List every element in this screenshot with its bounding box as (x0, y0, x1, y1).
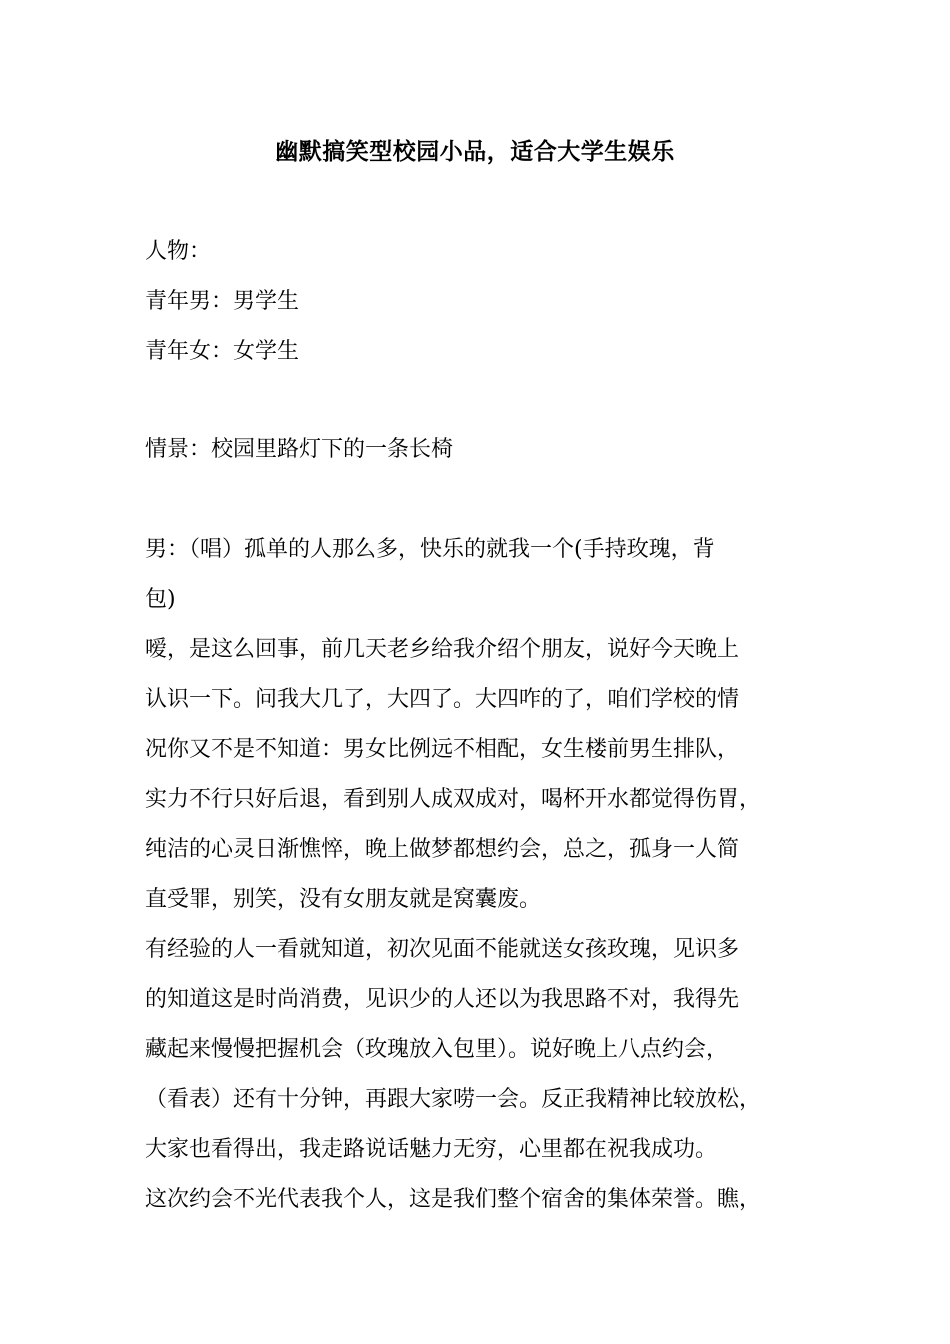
dialogue-line: 男：（唱）孤单的人那么多，快乐的就我一个(手持玫瑰，背 (145, 537, 715, 562)
dialogue-line: 认识一下。问我大几了，大四了。大四咋的了，咱们学校的情 (145, 687, 740, 712)
character-female: 青年女：女学生 (145, 339, 300, 364)
dialogue-line: 大家也看得出，我走路说话魅力无穷，心里都在祝我成功。 (145, 1137, 718, 1162)
dialogue-section (145, 525, 825, 1225)
dialogue-line: 这次约会不光代表我个人，这是我们整个宿舍的集体荣誉。瞧， (145, 1187, 762, 1212)
dialogue-line: 包) (145, 587, 176, 612)
dialogue-line: 藏起来慢慢把握机会（玫瑰放入包里）。说好晚上八点约会， (145, 1037, 729, 1062)
dialogue-line: 实力不行只好后退，看到别人成双成对，喝杯开水都觉得伤胃， (145, 787, 762, 812)
dialogue-line: 有经验的人一看就知道，初次见面不能就送女孩玫瑰，见识多 (145, 937, 740, 962)
document-title: 幽默搞笑型校园小品，适合大学生娱乐 (275, 138, 675, 165)
dialogue-line: 直受罪，别笑，没有女朋友就是窝囊废。 (145, 887, 542, 912)
dialogue-line: （看表）还有十分钟，再跟大家唠一会。反正我精神比较放松， (145, 1087, 762, 1112)
character-male: 青年男：男学生 (145, 289, 300, 314)
scene-section (145, 425, 825, 475)
dialogue-line: 纯洁的心灵日渐憔悴，晚上做梦都想约会，总之，孤身一人简 (145, 837, 740, 862)
dialogue-line: 的知道这是时尚消费，见识少的人还以为我思路不对，我得先 (145, 987, 740, 1012)
dialogue-line: 嗳，是这么回事，前几天老乡给我介绍个朋友，说好今天晚上 (145, 637, 740, 662)
characters-heading: 人物： (145, 239, 212, 264)
dialogue-line: 况你又不是不知道：男女比例远不相配，女生楼前男生排队， (145, 737, 740, 762)
characters-section (145, 227, 825, 377)
scene-description: 情景：校园里路灯下的一条长椅 (145, 437, 454, 462)
